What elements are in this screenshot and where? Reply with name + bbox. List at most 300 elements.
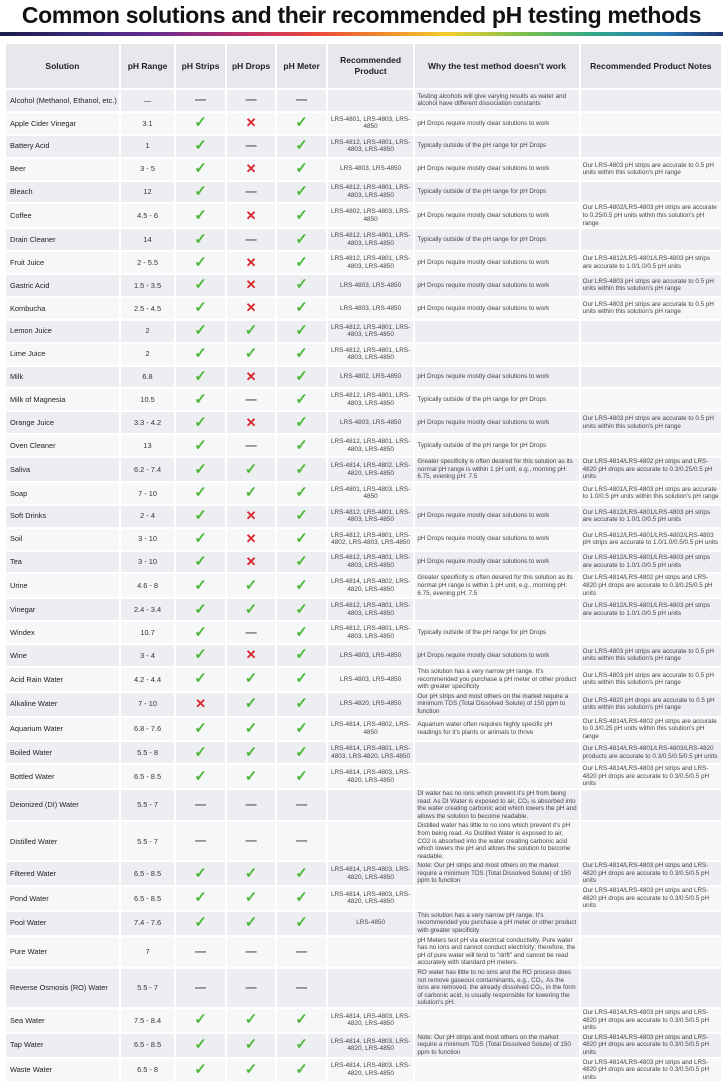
check-icon: ✓	[194, 889, 207, 907]
solution-name: Kombucha	[6, 298, 119, 319]
ph-meter-cell	[277, 412, 326, 433]
recommended-product: LRS-4812, LRS-4801, LRS-4803, LRS-4850	[328, 252, 414, 273]
table-row	[6, 1009, 721, 1032]
recommended-product: LRS-4814, LRS-4803, LRS-4820, LRS-4850	[328, 765, 414, 788]
why-not-work: pH Meters test pH via electrical conductivity. Pure water has no ions and cannot conduct electricity; therefore, the pH of pure water will tend to "drift" and cannot be read accurately with standard pH meters.	[415, 937, 578, 967]
check-icon: ✓	[194, 719, 207, 737]
why-not-work: Greater specificity is often desired for this solution as its normal pH range is within 1 pH unit, e.g., morning pH: 6.75, evening pH: 7.5	[415, 458, 578, 481]
ph-strips-cell	[176, 298, 225, 319]
ph-range: 14	[121, 229, 174, 250]
product-notes: Our LRS-4814/LRS-4802 pH strips are accurate to 0.3/0.25 pH units within this solution's pH range	[581, 718, 721, 741]
check-icon: ✓	[295, 743, 308, 761]
why-not-work	[415, 765, 578, 788]
dash-icon: —	[245, 945, 257, 958]
recommended-product: LRS-4814, LRS-4803, LRS-4820, LRS-4850	[328, 1009, 414, 1032]
check-icon: ✓	[194, 183, 207, 200]
ph-drops-cell	[227, 887, 276, 910]
ph-drops-cell	[227, 275, 276, 296]
recommended-product: LRS-4812, LRS-4801, LRS-4803, LRS-4850	[328, 599, 414, 620]
dash-icon: —	[296, 799, 308, 812]
cross-icon: ✕	[195, 696, 206, 712]
why-not-work	[415, 887, 578, 910]
page-title: Common solutions and their recommended pH testing methods	[21, 2, 702, 28]
ph-strips-cell	[176, 693, 225, 716]
why-not-work: RO water has little to no ions and the RO process does not remove gaseous contaminants, e.g., CO₂. As the ions are removed, the already dissolved CO₂, in the form of carbonic acid, is usually responsible for lowering the solution's pH.	[415, 969, 578, 1007]
check-icon: ✓	[194, 530, 207, 548]
ph-meter-cell	[277, 113, 326, 134]
table-row	[6, 765, 721, 788]
ph-range: 6.8	[121, 367, 174, 388]
recommended-product: LRS-4803, LRS-4850	[328, 275, 414, 296]
product-notes	[581, 790, 721, 820]
check-icon: ✓	[295, 460, 308, 478]
ph-meter-cell	[277, 483, 326, 504]
dash-icon: —	[245, 982, 257, 994]
check-icon: ✓	[295, 864, 308, 882]
table-row	[6, 822, 721, 860]
solution-name: Bleach	[6, 182, 119, 203]
cross-icon: ✕	[245, 508, 257, 524]
product-notes: Our LRS-4814/LRS-4802 pH strips and LRS-4820 pH drops are accurate to 0.3/0.25/0.5 pH units	[581, 574, 721, 597]
check-icon: ✓	[194, 114, 207, 132]
check-icon: ✓	[244, 1036, 258, 1054]
table-row	[6, 483, 721, 504]
product-notes	[581, 937, 721, 967]
ph-drops-cell	[227, 458, 276, 481]
ph-strips-cell	[176, 552, 225, 573]
dash-icon: —	[195, 945, 207, 958]
ph-meter-cell	[277, 862, 326, 885]
check-icon: ✓	[295, 390, 308, 408]
check-icon: ✓	[194, 646, 207, 664]
check-icon: ✓	[194, 368, 207, 386]
solution-name: Oven Cleaner	[6, 435, 119, 456]
why-not-work: DI water has no ions which prevent it's pH from being read. As DI Water is exposed to air, CO₂ is absorbed into the water creating carbonic acid which lowers the pH and allows the solution to become readable.	[415, 790, 578, 820]
ph-strips-cell	[176, 90, 225, 111]
check-icon: ✓	[295, 322, 308, 340]
dash-icon: —	[296, 982, 308, 994]
ph-drops-cell	[227, 367, 276, 388]
table-row	[6, 668, 721, 691]
why-not-work: Typically outside of the pH range for pH Drops	[415, 389, 578, 410]
check-icon: ✓	[295, 695, 308, 713]
ph-range: 2.4 - 3.4	[121, 599, 174, 620]
product-notes: Our LRS-4812/LRS-4801/LRS-4803 pH strips are accurate to 1.0/1.0/0.5 pH units	[581, 599, 721, 620]
ph-strips-cell	[176, 321, 225, 342]
product-notes: Our LRS-4820 pH drops are accurate to 0.5 pH units within this solution's pH range	[581, 693, 721, 716]
product-notes	[581, 90, 721, 111]
ph-drops-cell	[227, 862, 276, 885]
recommended-product: LRS-4802, LRS-4803, LRS-4850	[328, 204, 414, 227]
table-row	[6, 887, 721, 910]
cross-icon: ✕	[245, 300, 257, 316]
solution-name: Alkaline Water	[6, 693, 119, 716]
ph-meter-cell	[277, 742, 326, 763]
ph-range: 6.5 - 8.5	[121, 765, 174, 788]
recommended-product: LRS-4812, LRS-4801, LRS-4803, LRS-4850	[328, 321, 414, 342]
ph-drops-cell	[227, 483, 276, 504]
recommended-product: LRS-4850	[328, 912, 414, 935]
why-not-work: Typically outside of the pH range for pH Drops	[415, 136, 578, 157]
recommended-product: LRS-4814, LRS-4803, LRS-4820, LRS-4850	[328, 1034, 414, 1057]
ph-strips-cell	[176, 344, 225, 365]
ph-range: 3 - 4	[121, 645, 174, 666]
why-not-work: Our pH strips and most others on the market require a minimum TDS (Total Dissolved Solute) of 150 ppm to function	[415, 693, 578, 716]
solution-name: Coffee	[6, 204, 119, 227]
ph-strips-cell	[176, 275, 225, 296]
check-icon: ✓	[194, 206, 207, 224]
ph-range: 2 - 4	[121, 506, 174, 527]
check-icon: ✓	[194, 623, 207, 641]
product-notes	[581, 229, 721, 250]
recommended-product: LRS-4803, LRS-4850	[328, 412, 414, 433]
ph-strips-cell	[176, 622, 225, 643]
check-icon: ✓	[295, 1060, 308, 1078]
ph-meter-cell	[277, 252, 326, 273]
ph-strips-cell	[176, 1059, 225, 1082]
ph-drops-cell	[227, 298, 276, 319]
recommended-product: LRS-4814, LRS-4802, LRS-4820, LRS-4850	[328, 574, 414, 597]
recommended-product: LRS-4803, LRS-4850	[328, 668, 414, 691]
product-notes	[581, 622, 721, 643]
table-row	[6, 321, 721, 342]
ph-strips-cell	[176, 529, 225, 550]
ph-meter-cell	[277, 367, 326, 388]
check-icon: ✓	[295, 484, 308, 502]
solution-name: Acid Rain Water	[6, 668, 119, 691]
check-icon: ✓	[194, 460, 207, 478]
why-not-work: pH Drops require mostly clear solutions to work	[415, 552, 578, 573]
check-icon: ✓	[295, 600, 308, 618]
table-row	[6, 599, 721, 620]
table-row	[6, 574, 721, 597]
cross-icon: ✕	[245, 277, 257, 293]
recommended-product: LRS-4814, LRS-4803, LRS-4820, LRS-4850	[328, 887, 414, 910]
ph-drops-cell	[227, 229, 276, 250]
why-not-work: Typically outside of the pH range for pH Drops	[415, 435, 578, 456]
ph-range: 3 - 10	[121, 552, 174, 573]
table-row	[6, 718, 721, 741]
table-row	[6, 862, 721, 885]
ph-meter-cell	[277, 622, 326, 643]
ph-drops-cell	[227, 599, 276, 620]
product-notes: Our LRS-4803 pH strips are accurate to 0.5 pH units within this solution's pH range	[581, 159, 721, 180]
table-row	[6, 506, 721, 527]
check-icon: ✓	[295, 160, 308, 178]
check-icon: ✓	[295, 646, 308, 664]
check-icon: ✓	[295, 623, 308, 641]
check-icon: ✓	[244, 743, 258, 761]
table-row	[6, 204, 721, 227]
why-not-work: pH Drops require mostly clear solutions to work	[415, 204, 578, 227]
recommended-product: LRS-4803, LRS-4850	[328, 645, 414, 666]
ph-meter-cell	[277, 718, 326, 741]
why-not-work: Note: Our pH strips and most others on the market require a minimum TDS (Total Dissolved Solute) of 150 ppm to function	[415, 1034, 578, 1057]
recommended-product	[328, 90, 414, 111]
ph-meter-cell	[277, 765, 326, 788]
product-notes	[581, 822, 721, 860]
dash-icon: —	[245, 94, 257, 107]
header-ph-drops: pH Drops	[227, 44, 276, 88]
ph-drops-cell	[227, 645, 276, 666]
dash-icon: —	[195, 982, 207, 994]
header-ph-range: pH Range	[121, 44, 174, 88]
ph-strips-cell	[176, 159, 225, 180]
ph-drops-cell	[227, 693, 276, 716]
why-not-work: pH Drops require mostly clear solutions to work	[415, 412, 578, 433]
product-notes: Our LRS-4814/LRS-4803 pH strips and LRS-4820 pH drops are accurate to 0.3/0.5/0.5 pH units	[581, 1059, 721, 1082]
ph-drops-cell	[227, 389, 276, 410]
check-icon: ✓	[194, 322, 207, 340]
cross-icon: ✕	[245, 647, 257, 663]
why-not-work: pH Drops require mostly clear solutions to work	[415, 367, 578, 388]
check-icon: ✓	[194, 767, 207, 785]
ph-meter-cell	[277, 204, 326, 227]
solution-name: Boiled Water	[6, 742, 119, 763]
product-notes	[581, 136, 721, 157]
table-row	[6, 229, 721, 250]
ph-strips-cell	[176, 912, 225, 935]
table-row	[6, 182, 721, 203]
ph-meter-cell	[277, 321, 326, 342]
ph-range: 7 - 10	[121, 693, 174, 716]
ph-range: 7 - 10	[121, 483, 174, 504]
header-recommended-product: Recommended Product	[328, 44, 414, 88]
why-not-work: Typically outside of the pH range for pH Drops	[415, 182, 578, 203]
ph-range: 12	[121, 182, 174, 203]
ph-range: 1.5 - 3.5	[121, 275, 174, 296]
ph-meter-cell	[277, 435, 326, 456]
ph-strips-cell	[176, 937, 225, 967]
cross-icon: ✕	[245, 414, 257, 430]
ph-meter-cell	[277, 1034, 326, 1057]
ph-range: 10.5	[121, 389, 174, 410]
ph-range: 5.5 - 7	[121, 790, 174, 820]
table-row	[6, 529, 721, 550]
solution-name: Milk of Magnesia	[6, 389, 119, 410]
check-icon: ✓	[194, 670, 207, 688]
ph-meter-cell	[277, 599, 326, 620]
ph-meter-cell	[277, 344, 326, 365]
check-icon: ✓	[194, 137, 207, 155]
check-icon: ✓	[295, 889, 308, 907]
table-row	[6, 790, 721, 820]
ph-range: 2.5 - 4.5	[121, 298, 174, 319]
dash-icon: —	[245, 835, 257, 848]
table-row	[6, 252, 721, 273]
recommended-product: LRS-4803, LRS-4850	[328, 298, 414, 319]
check-icon: ✓	[194, 436, 207, 454]
table-row	[6, 435, 721, 456]
dash-icon: —	[245, 233, 257, 246]
ph-range: 2 - 5.5	[121, 252, 174, 273]
ph-drops-cell	[227, 742, 276, 763]
ph-meter-cell	[277, 159, 326, 180]
check-icon: ✓	[194, 600, 207, 618]
product-notes: Our LRS-4803 pH strips are accurate to 0.5 pH units within this solution's pH range	[581, 412, 721, 433]
ph-strips-cell	[176, 790, 225, 820]
check-icon: ✓	[244, 914, 258, 932]
ph-drops-cell	[227, 344, 276, 365]
recommended-product	[328, 822, 414, 860]
check-icon: ✓	[295, 368, 308, 386]
table-row	[6, 645, 721, 666]
ph-strips-cell	[176, 229, 225, 250]
dash-icon: —	[245, 439, 257, 452]
ph-range: 6.5 - 8.5	[121, 862, 174, 885]
header-row	[6, 44, 721, 88]
table-row	[6, 298, 721, 319]
table-row	[6, 367, 721, 388]
check-icon: ✓	[244, 864, 258, 882]
cross-icon: ✕	[245, 369, 257, 385]
why-not-work: Distilled water has little to no ions which prevent it's pH from being read. As Distilled Water is exposed to air, CO2 is absorbed into the water creating carbonic acid which lowers the pH and allows the solution to become readable.	[415, 822, 578, 860]
check-icon: ✓	[295, 553, 308, 571]
product-notes	[581, 435, 721, 456]
why-not-work: Note: Our pH strips and most others on the market require a minimum TDS (Total Dissolved Solute) of 150 ppm to function	[415, 862, 578, 885]
ph-range: 5.5 - 8	[121, 742, 174, 763]
ph-drops-cell	[227, 204, 276, 227]
product-notes: Our LRS-4802/LRS-4803 pH strips are accurate to 0.25/0.5 pH units within this solution's pH range	[581, 204, 721, 227]
why-not-work: pH Drops require mostly clear solutions to work	[415, 506, 578, 527]
solution-name: Pool Water	[6, 912, 119, 935]
check-icon: ✓	[295, 670, 308, 688]
recommended-product: LRS-4812, LRS-4801, LRS-4803, LRS-4850	[328, 344, 414, 365]
ph-meter-cell	[277, 937, 326, 967]
solution-name: Lemon Juice	[6, 321, 119, 342]
check-icon: ✓	[295, 183, 308, 200]
why-not-work: pH Drops require mostly clear solutions to work	[415, 529, 578, 550]
check-icon: ✓	[295, 719, 308, 737]
ph-drops-cell	[227, 412, 276, 433]
product-notes	[581, 344, 721, 365]
check-icon: ✓	[194, 390, 207, 408]
ph-drops-cell	[227, 182, 276, 203]
check-icon: ✓	[244, 767, 258, 785]
product-notes	[581, 389, 721, 410]
why-not-work: This solution has a very narrow pH range. It's recommended you purchase a pH meter or other product with greater specificity	[415, 668, 578, 691]
ph-range: 2	[121, 344, 174, 365]
check-icon: ✓	[194, 1011, 207, 1029]
ph-range: 13	[121, 435, 174, 456]
ph-drops-cell	[227, 622, 276, 643]
why-not-work: Testing alcohols will give varying results as water and alcohol have different dissociation constants	[415, 90, 578, 111]
check-icon: ✓	[244, 719, 258, 737]
table-row	[6, 90, 721, 111]
table-row	[6, 969, 721, 1007]
product-notes: Our LRS-4803 pH strips are accurate to 0.5 pH units within this solution's pH range	[581, 645, 721, 666]
recommended-product: LRS-4801, LRS-4803, LRS-4850	[328, 113, 414, 134]
ph-drops-cell	[227, 1034, 276, 1057]
ph-strips-cell	[176, 969, 225, 1007]
why-not-work	[415, 344, 578, 365]
ph-range: 3 - 10	[121, 529, 174, 550]
ph-drops-cell	[227, 136, 276, 157]
check-icon: ✓	[244, 1011, 258, 1029]
ph-strips-cell	[176, 599, 225, 620]
recommended-product: LRS-4802, LRS-4850	[328, 367, 414, 388]
ph-meter-cell	[277, 389, 326, 410]
product-notes: Our LRS-4814/LRS-4803 pH strips and LRS-4820 pH drops are accurate to 0.3/0.5/0.5 pH units	[581, 1009, 721, 1032]
check-icon: ✓	[295, 576, 308, 594]
check-icon: ✓	[194, 345, 207, 363]
recommended-product: LRS-4814, LRS-4801, LRS-4803, LRS-4820, LRS-4850	[328, 742, 414, 763]
solution-name: Vinegar	[6, 599, 119, 620]
product-notes: Our LRS-4812/LRS-4801/LRS-4803 pH strips are accurate to 1.0/1.0/0.5 pH units	[581, 252, 721, 273]
ph-meter-cell	[277, 90, 326, 111]
check-icon: ✓	[194, 413, 207, 431]
cross-icon: ✕	[245, 115, 257, 131]
why-not-work: pH Drops require mostly clear solutions to work	[415, 275, 578, 296]
table-row	[6, 458, 721, 481]
recommended-product: LRS-4812, LRS-4801, LRS-4803, LRS-4850	[328, 435, 414, 456]
solution-name: Tap Water	[6, 1034, 119, 1057]
why-not-work: pH Drops require mostly clear solutions to work	[415, 645, 578, 666]
ph-strips-cell	[176, 483, 225, 504]
ph-range: 10.7	[121, 622, 174, 643]
check-icon: ✓	[295, 413, 308, 431]
table-row	[6, 275, 721, 296]
product-notes: Our LRS-4814/LRS-4801/LRS-4803/LRS-4820 products are accurate to 0.3/0.5/0.5/0.5 pH units	[581, 742, 721, 763]
ph-drops-cell	[227, 790, 276, 820]
table-row	[6, 159, 721, 180]
ph-meter-cell	[277, 887, 326, 910]
ph-drops-cell	[227, 159, 276, 180]
cross-icon: ✕	[245, 254, 257, 270]
check-icon: ✓	[194, 507, 207, 525]
ph-range: 5.5 - 7	[121, 969, 174, 1007]
ph-drops-cell	[227, 765, 276, 788]
why-not-work	[415, 742, 578, 763]
recommended-product: LRS-4812, LRS-4801, LRS-4803, LRS-4850	[328, 622, 414, 643]
ph-drops-cell	[227, 718, 276, 741]
table-row	[6, 412, 721, 433]
solution-name: Drain Cleaner	[6, 229, 119, 250]
ph-meter-cell	[277, 912, 326, 935]
ph-strips-cell	[176, 822, 225, 860]
ph-strips-cell	[176, 765, 225, 788]
check-icon: ✓	[295, 530, 308, 548]
ph-meter-cell	[277, 182, 326, 203]
check-icon: ✓	[194, 864, 207, 882]
check-icon: ✓	[295, 253, 308, 271]
dash-icon: —	[296, 835, 308, 848]
recommended-product	[328, 790, 414, 820]
check-icon: ✓	[295, 276, 308, 294]
header-ph-strips: pH Strips	[176, 44, 225, 88]
ph-strips-cell	[176, 506, 225, 527]
product-notes: Our LRS-4812/LRS-4801/LRS-4802/LRS-4803 pH strips are accurate to 1.0/1.0/0.5/0.5 pH units	[581, 529, 721, 550]
product-notes: Our LRS-4812/LRS-4801/LRS-4803 pH strips are accurate to 1.0/1.0/0.5 pH units	[581, 552, 721, 573]
solution-name: Filtered Water	[6, 862, 119, 885]
why-not-work: Aquarium water often requires highly specific pH readings for it's plants or animals to thrive	[415, 718, 578, 741]
ph-meter-cell	[277, 969, 326, 1007]
check-icon: ✓	[244, 484, 258, 502]
check-icon: ✓	[244, 460, 258, 478]
product-notes: Our LRS-4814/LRS-4803 pH strips and LRS-4820 pH drops are accurate to 0.3/0.5/0.5 pH units	[581, 765, 721, 788]
dash-icon: —	[245, 140, 257, 153]
check-icon: ✓	[244, 889, 258, 907]
ph-methods-table	[4, 42, 723, 1083]
check-icon: ✓	[295, 206, 308, 224]
dash-icon: —	[245, 799, 257, 812]
solution-name: Orange Juice	[6, 412, 119, 433]
table-row	[6, 1059, 721, 1082]
ph-drops-cell	[227, 937, 276, 967]
ph-drops-cell	[227, 321, 276, 342]
ph-strips-cell	[176, 1034, 225, 1057]
solution-name: Deionized (DI) Water	[6, 790, 119, 820]
